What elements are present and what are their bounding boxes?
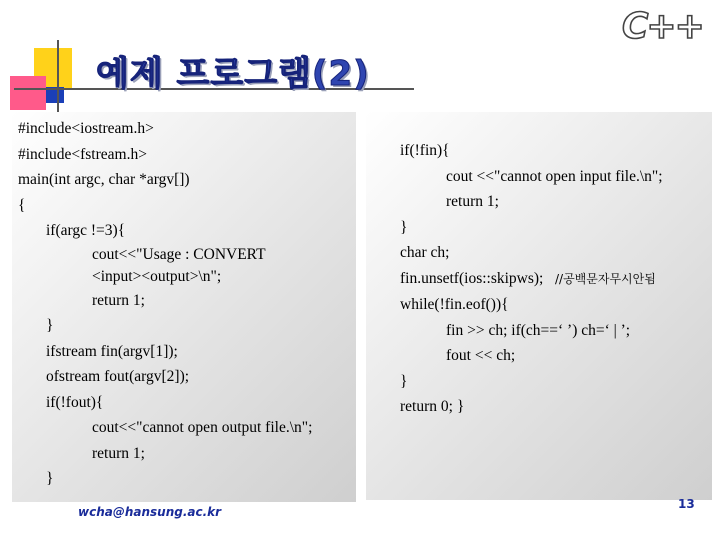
cpp-logo: C++ <box>622 6 703 47</box>
code-comment: //공백문자무시안됨 <box>555 271 656 286</box>
footer-email: wcha@hansung.ac.kr <box>78 505 222 519</box>
code-line: if(argc !=3){ <box>46 222 126 239</box>
code-line: cout <<"cannot open input file.\n"; <box>446 167 663 185</box>
code-line: fin >> ch; if(ch==‘ ’) ch=‘ | ’; <box>446 321 631 339</box>
code-line: char ch; <box>400 244 450 261</box>
code-line: } <box>400 372 408 390</box>
code-line: } <box>46 470 54 487</box>
code-line: { <box>18 196 26 214</box>
code-line: while(!fin.eof()){ <box>400 296 509 313</box>
code-line: #include<fstream.h> <box>18 145 147 163</box>
code-text: fin.unsetf(ios::skipws); <box>400 269 544 287</box>
code-line: return 1; <box>446 193 499 210</box>
left-code-block <box>18 116 312 492</box>
code-line: } <box>400 218 408 236</box>
code-line: return 1; <box>92 444 145 462</box>
code-line: main(int argc, char *argv[]) <box>18 171 190 188</box>
code-line: ofstream fout(argv[2]); <box>46 368 190 385</box>
code-line: } <box>46 317 54 334</box>
decor-vertical-line <box>57 40 59 120</box>
right-code-block <box>400 138 663 420</box>
slide-title: 예제 프로그램(2) <box>96 54 370 94</box>
code-line <box>400 266 663 293</box>
code-line: if(!fin){ <box>400 142 450 159</box>
code-line: <input><output>\n"; <box>92 267 222 285</box>
code-line: return 1; <box>92 291 145 309</box>
page-number: 13 <box>678 497 695 511</box>
code-line: cout<<"Usage : CONVERT <box>92 245 266 263</box>
code-line: ifstream fin(argv[1]); <box>46 342 178 360</box>
code-line: #include<iostream.h> <box>18 120 154 137</box>
code-line: if(!fout){ <box>46 393 104 411</box>
code-line: cout<<"cannot open output file.\n"; <box>92 419 313 436</box>
decor-pink-square <box>10 76 46 110</box>
code-line: return 0; } <box>400 398 465 415</box>
code-line: fout << ch; <box>446 347 516 364</box>
